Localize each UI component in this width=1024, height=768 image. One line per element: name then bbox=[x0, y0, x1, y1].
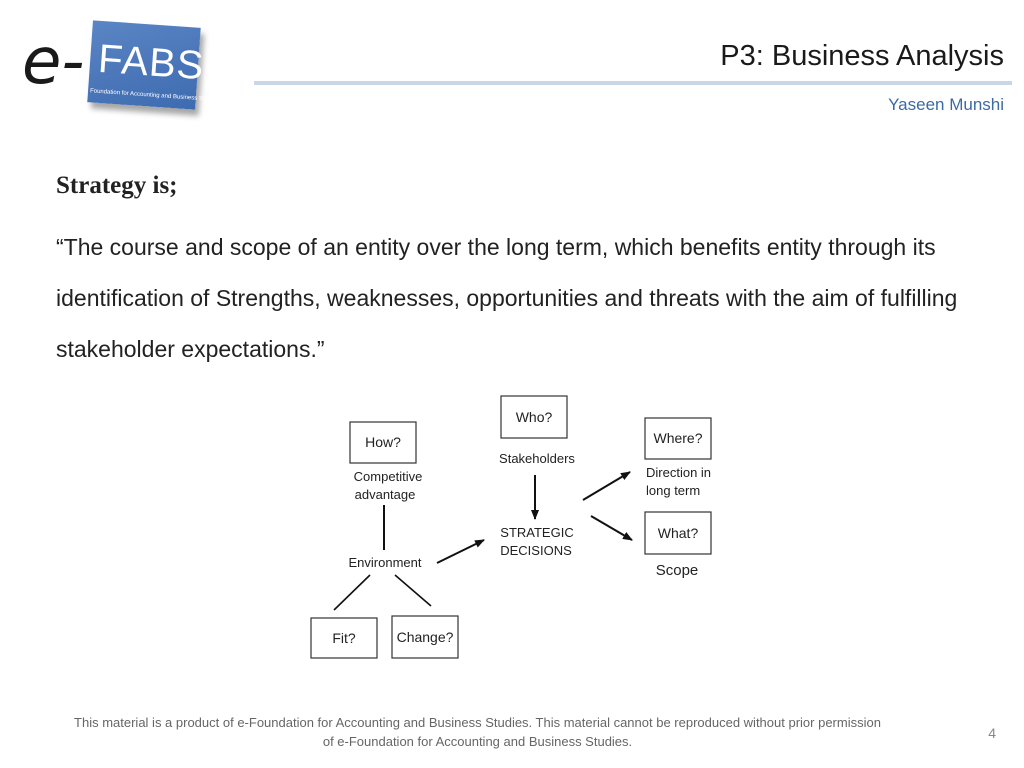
competitive-label-1: Competitive bbox=[353, 469, 423, 484]
strategy-diagram bbox=[300, 385, 730, 670]
where-label: Where? bbox=[653, 430, 703, 446]
who-label: Who? bbox=[515, 409, 553, 425]
copyright-footer bbox=[20, 713, 935, 751]
header-divider bbox=[254, 81, 1012, 85]
what-label: What? bbox=[657, 525, 699, 541]
strategic-label-2: DECISIONS bbox=[500, 543, 572, 558]
environment-to-fit bbox=[334, 575, 370, 610]
footer-line-2: of e-Foundation for Accounting and Business Studies. bbox=[322, 734, 633, 749]
direction-label-2: long term bbox=[646, 483, 701, 498]
decisions-to-direction-arrow bbox=[583, 472, 630, 500]
environment-label: Environment bbox=[348, 555, 422, 570]
how-label: How? bbox=[365, 434, 401, 450]
decisions-to-scope-arrow bbox=[591, 516, 632, 540]
efabs-logo bbox=[22, 20, 232, 120]
slide-title: P3: Business Analysis bbox=[720, 40, 1004, 72]
stakeholders-label: Stakeholders bbox=[499, 451, 575, 466]
environment-to-change bbox=[395, 575, 431, 606]
scope-label: Scope bbox=[655, 562, 699, 579]
fit-label: Fit? bbox=[332, 630, 356, 646]
logo-name: FABS bbox=[96, 36, 206, 89]
footer-line-1: This material is a product of e-Foundation for Accounting and Business Studies. This material cannot be reproduced without prior permission bbox=[74, 715, 881, 730]
change-label: Change? bbox=[396, 629, 454, 645]
environment-to-decisions-arrow bbox=[437, 540, 484, 563]
strategic-label-1: STRATEGIC bbox=[500, 525, 574, 540]
page-number: 4 bbox=[988, 725, 996, 741]
competitive-label-2: advantage bbox=[354, 487, 416, 502]
logo-tagline: Foundation for Accounting and Business Studies bbox=[89, 88, 220, 104]
direction-label-1: Direction in bbox=[646, 465, 712, 480]
strategy-definition: “The course and scope of an entity over the long term, which benefits entity through its identification of Strengths, weaknesses, opportunities and threats with the aim of fulfilling stakeholder expectations.” bbox=[56, 234, 958, 362]
logo-badge bbox=[87, 20, 220, 109]
author-name: Yaseen Munshi bbox=[888, 95, 1004, 114]
content-heading: Strategy is; bbox=[56, 172, 178, 199]
logo-prefix: e- bbox=[22, 25, 85, 99]
